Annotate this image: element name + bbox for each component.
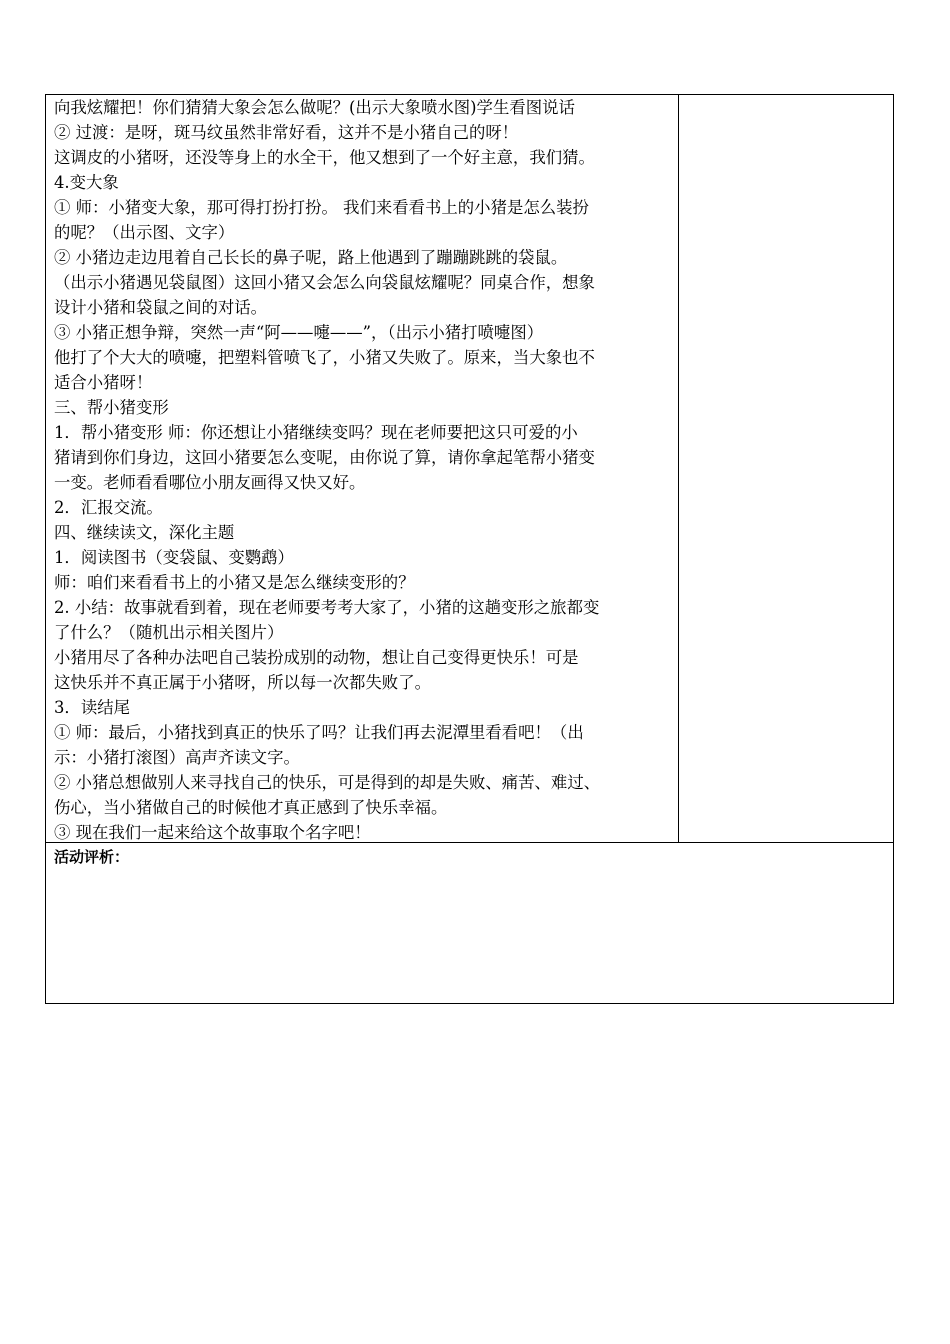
lesson-line: 示：小猪打滚图）高声齐读文字。 <box>54 748 300 767</box>
lesson-line: ② 小猪边走边甩着自己长长的鼻子呢，路上他遇到了蹦蹦跳跳的袋鼠。 <box>54 248 568 267</box>
lesson-line: 设计小猪和袋鼠之间的对话。 <box>54 298 268 317</box>
lesson-line: 适合小猪呀！ <box>54 373 153 392</box>
lesson-row <box>46 95 893 843</box>
lesson-line: 了什么？（随机出示相关图片） <box>54 623 284 642</box>
section-heading: 3．读结尾 <box>54 698 130 717</box>
lesson-line: 猪请到你们身边，这回小猪要怎么变呢，由你说了算，请你拿起笔帮小猪变 <box>54 448 595 467</box>
lesson-line: ① 师：最后，小猪找到真正的快乐了吗？让我们再去泥潭里看看吧！（出 <box>54 723 584 742</box>
lesson-line: 向我炫耀把！你们猜猜大象会怎么做呢？(出示大象喷水图)学生看图说话 <box>54 98 575 117</box>
lesson-line: 1．阅读图书（变袋鼠、变鹦鹉） <box>54 548 294 567</box>
lesson-line: 一变。老师看看哪位小朋友画得又快又好。 <box>54 473 366 492</box>
section-heading: 三、帮小猪变形 <box>54 398 169 417</box>
lesson-line: 师：咱们来看看书上的小猪又是怎么继续变形的？ <box>54 573 415 592</box>
evaluation-row <box>46 843 893 1003</box>
lesson-line: ② 小猪总想做别人来寻找自己的快乐，可是得到的却是失败、痛苦、难过、 <box>54 773 601 792</box>
lesson-line: ② 过渡：是呀，斑马纹虽然非常好看，这并不是小猪自己的呀！ <box>54 123 519 142</box>
lesson-line: ① 师：小猪变大象，那可得打扮打扮。 我们来看看书上的小猪是怎么装扮 <box>54 198 589 217</box>
section-heading: 四、继续读文，深化主题 <box>54 523 235 542</box>
lesson-line: 他打了个大大的喷嚏，把塑料管喷飞了，小猪又失败了。原来，当大象也不 <box>54 348 595 367</box>
lesson-table <box>45 94 894 1004</box>
lesson-line: 小猪用尽了各种办法吧自己装扮成别的动物，想让自己变得更快乐！可是 <box>54 648 579 667</box>
lesson-line: （出示小猪遇见袋鼠图）这回小猪又会怎么向袋鼠炫耀呢？同桌合作，想象 <box>54 273 595 292</box>
lesson-line: 伤心，当小猪做自己的时候他才真正感到了快乐幸福。 <box>54 798 448 817</box>
lesson-line: 1．帮小猪变形 师：你还想让小猪继续变吗？现在老师要把这只可爱的小 <box>54 423 578 442</box>
lesson-line: 2. 小结：故事就看到着，现在老师要考考大家了，小猪的这趟变形之旅都变 <box>54 598 600 617</box>
lesson-content-cell <box>46 95 679 842</box>
lesson-line: 这调皮的小猪呀，还没等身上的水全干，他又想到了一个好主意，我们猜。 <box>54 148 595 167</box>
lesson-line: 这快乐并不真正属于小猪呀，所以每一次都失败了。 <box>54 673 431 692</box>
notes-cell <box>679 95 893 842</box>
section-heading: 4.变大象 <box>54 173 119 192</box>
lesson-line: 的呢？（出示图、文字） <box>54 223 235 242</box>
lesson-line: ③ 小猪正想争辩，突然一声“阿——嚏——”，（出示小猪打喷嚏图） <box>54 323 544 342</box>
lesson-line: ③ 现在我们一起来给这个故事取个名字吧！ <box>54 823 371 842</box>
lesson-line: 2．汇报交流。 <box>54 498 163 517</box>
evaluation-label: 活动评析： <box>54 848 130 866</box>
